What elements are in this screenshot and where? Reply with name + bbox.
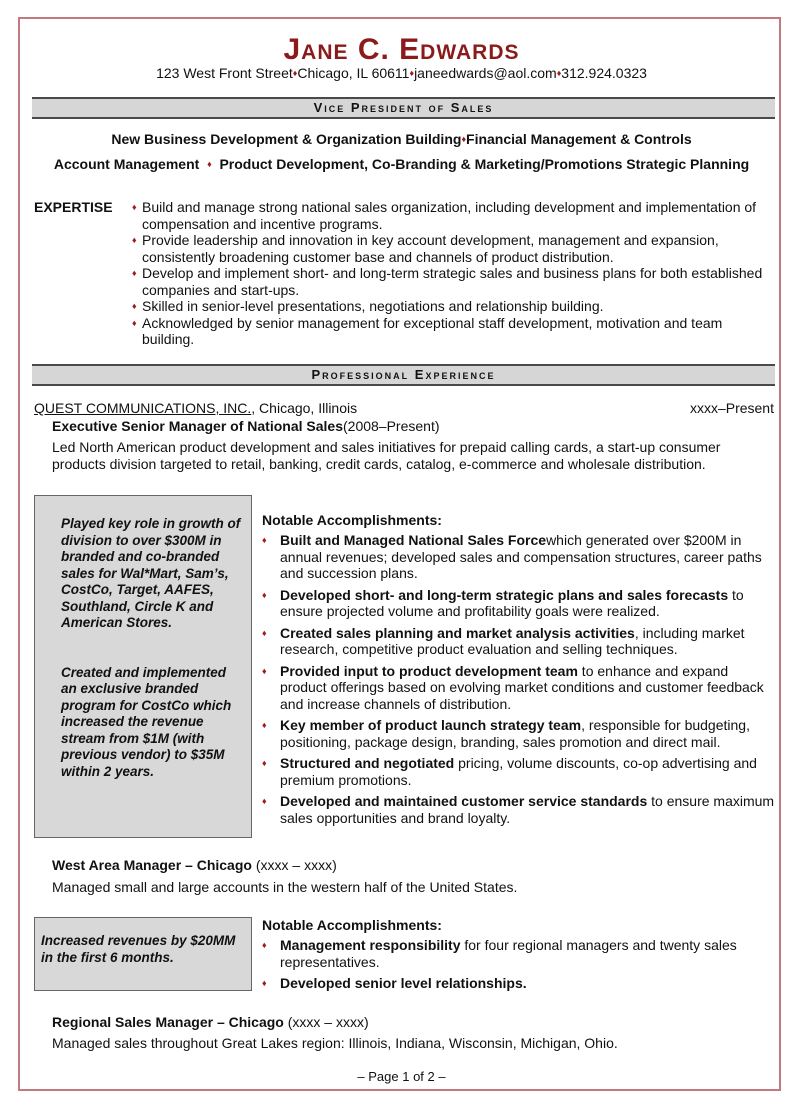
diamond-icon: ♦ [207, 159, 212, 169]
expertise-item: ♦ Acknowledged by senior management for exceptional staff development, motivation and team building. [132, 314, 723, 347]
accomplishment-item: ♦ Developed short- and long-term strategic plans and sales forecasts to ensure projected volume and profitability goals were realized. [262, 586, 744, 619]
diamond-bullet-icon: ♦ [132, 235, 137, 245]
accomplishment-item: ♦ Developed senior level relationships. [262, 975, 527, 991]
diamond-bullet-icon: ♦ [132, 317, 137, 328]
tagline-item: New Business Development & Organization Building [111, 131, 462, 147]
accomplishment-item: ♦ Structured and negotiated pricing, volume discounts, co-op advertising and premium promotions. [262, 755, 757, 788]
role-description: Led North American product development and sales initiatives for prepaid calling cards, a start-up consumer products division targeted to retail, banking, credit cards, catalog, e-commerce and wholesale distribution. [52, 439, 721, 472]
diamond-bullet-icon: ♦ [262, 720, 267, 730]
diamond-bullet-icon: ♦ [262, 796, 267, 806]
tagline-item: Product Development, Co-Branding & Marketing/Promotions Strategic Planning [219, 156, 750, 172]
expertise-item: ♦ Build and manage strong national sales organization, including development and implementation of compensation and incentive programs. [132, 199, 757, 232]
accomplishment-item: ♦ Provided input to product development team to enhance and expand product offerings based on evolving market conditions and customer feedback and increase channels of distribution. [262, 662, 764, 712]
role-title: West Area Manager – Chicago [52, 857, 252, 873]
highlight-text: Played key role in growth of division to over $300M in branded and co-branded sales for Wal*Mart, Sam’s, CostCo, Target, AAFES, Southland, Circle K and American Stores. [61, 516, 241, 630]
accomplishments-title: Notable Accomplishments: [262, 917, 442, 933]
role-title-line [52, 1014, 369, 1030]
company-dates: xxxx–Present [689, 400, 774, 416]
diamond-bullet-icon: ♦ [132, 202, 137, 212]
job-title-bar: Vice President of Sales [32, 97, 775, 119]
expertise-item: ♦ Develop and implement short- and long-term strategic sales and business plans for both established companies and start-ups. [132, 265, 763, 298]
role-description: Managed small and large accounts in the western half of the United States. [52, 879, 518, 895]
diamond-bullet-icon: ♦ [262, 665, 267, 676]
role-dates: (xxxx – xxxx) [251, 857, 337, 873]
diamond-icon: ♦ [409, 68, 415, 78]
contact-phone: 312.924.0323 [561, 65, 647, 81]
role-title: Regional Sales Manager – Chicago [52, 1014, 284, 1030]
experience-section-bar: Professional Experience [32, 364, 775, 386]
diamond-bullet-icon: ♦ [132, 268, 137, 278]
contact-street: 123 West Front Street [156, 65, 293, 81]
role-dates: (2008–Present) [343, 418, 440, 434]
role-title-line [52, 857, 337, 873]
tagline-item: Financial Management & Controls [466, 131, 692, 147]
accomplishment-item: ♦ Created sales planning and market analysis activities, including market research, competitive product evaluation and selling techniques. [262, 624, 745, 657]
highlight-text: Increased revenues by $20MM in the first 6 months. [41, 933, 236, 965]
tagline-line-1 [20, 131, 783, 147]
role-dates: (xxxx – xxxx) [283, 1014, 369, 1030]
company-line [34, 400, 774, 416]
highlight-box [34, 917, 252, 991]
expertise-label: EXPERTISE [34, 199, 113, 215]
company-name: QUEST COMMUNICATIONS, INC. [34, 400, 252, 416]
accomplishment-item: ♦ Management responsibility for four regional managers and twenty sales representatives. [262, 937, 737, 970]
resume-page [18, 17, 781, 1091]
diamond-bullet-icon: ♦ [262, 535, 267, 545]
accomplishments-list [262, 937, 777, 992]
role-description: Managed sales throughout Great Lakes region: Illinois, Indiana, Wisconsin, Michigan, Ohio. [52, 1035, 618, 1051]
diamond-bullet-icon: ♦ [262, 627, 267, 638]
diamond-bullet-icon: ♦ [262, 978, 267, 988]
diamond-icon: ♦ [461, 134, 467, 144]
accomplishment-item: ♦ Built and Managed National Sales Forcewhich generated over $200M in annual revenues; developed sales and compensation structures, career paths and succession plans. [262, 532, 762, 581]
page-indicator: – Page 1 of 2 – [357, 1069, 446, 1084]
expertise-item: ♦ Skilled in senior-level presentations, negotiations and relationship building. [132, 298, 604, 314]
accomplishments-block [262, 512, 777, 831]
tagline-item: Account Management [53, 156, 200, 172]
candidate-name: Jane C. Edwards [283, 33, 520, 66]
diamond-bullet-icon: ♦ [262, 940, 267, 950]
contact-line [20, 65, 783, 81]
expertise-item: ♦ Provide leadership and innovation in key account development, management and expansion, consistently broadening customer base and channels of product distribution. [132, 232, 719, 265]
role-title-line [52, 418, 440, 434]
accomplishments-title: Notable Accomplishments: [262, 512, 442, 528]
diamond-icon: ♦ [556, 68, 562, 78]
accomplishment-item: ♦ Developed and maintained customer service standards to ensure maximum sales opportunities and brand loyalty. [262, 793, 775, 826]
accomplishments-block [262, 917, 777, 997]
diamond-bullet-icon: ♦ [262, 758, 267, 768]
contact-email[interactable]: janeedwards@aol.com [414, 65, 557, 81]
tagline-line-2 [20, 156, 783, 172]
contact-city: Chicago, IL 60611 [297, 65, 410, 81]
accomplishments-list [262, 532, 777, 826]
expertise-list [132, 199, 772, 348]
accomplishment-item: ♦ Key member of product launch strategy team, responsible for budgeting, positioning, package design, branding, sales promotion and direct mail. [262, 717, 750, 750]
diamond-icon: ♦ [292, 68, 298, 78]
company-location: , Chicago, Illinois [251, 400, 358, 416]
diamond-bullet-icon: ♦ [262, 589, 267, 600]
role-title: Executive Senior Manager of National Sales [52, 418, 343, 434]
highlight-box [34, 495, 252, 838]
diamond-bullet-icon: ♦ [132, 301, 137, 311]
highlight-text: Created and implemented an exclusive branded program for CostCo which increased the revenue stream from $1M (with previous vendor) to $35M within 2 years. [61, 664, 232, 779]
